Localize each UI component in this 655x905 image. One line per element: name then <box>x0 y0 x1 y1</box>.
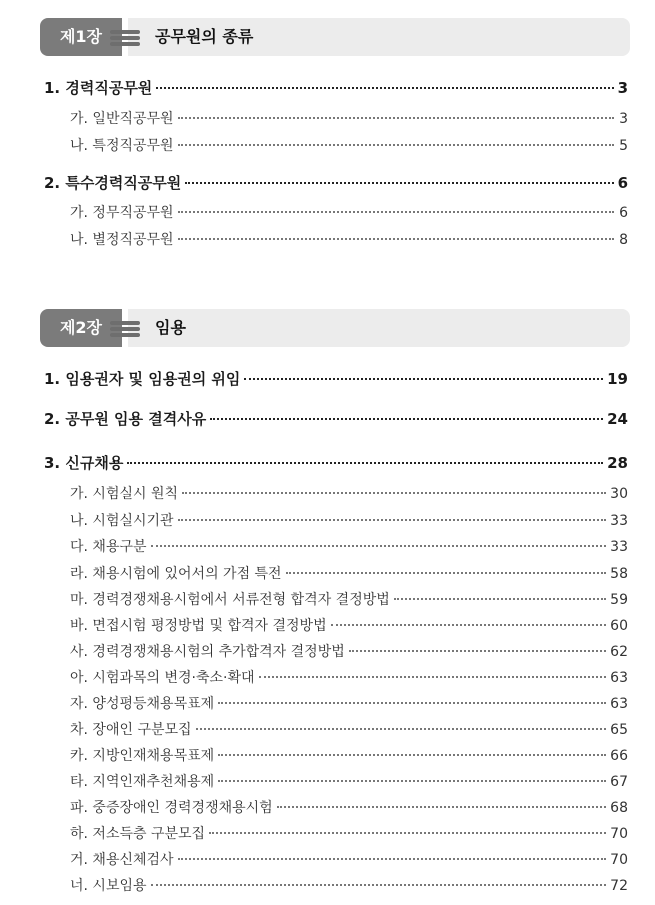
dot-leader <box>178 211 614 213</box>
toc-item-label: 너. 시보임용 <box>70 878 147 894</box>
toc-section[interactable] <box>44 77 628 99</box>
toc-section[interactable] <box>44 172 628 194</box>
toc-item[interactable] <box>70 615 628 635</box>
chapter-title: 공무원의 종류 <box>155 27 254 46</box>
toc-item-label: 나. 별정직공무원 <box>70 232 174 248</box>
toc-item-label: 바. 면접시험 평정방법 및 합격자 결정방법 <box>70 618 327 634</box>
toc-item-label: 가. 정무직공무원 <box>70 205 174 221</box>
toc-page-number: 70 <box>610 852 628 868</box>
dot-leader <box>178 858 607 860</box>
toc-page-number: 5 <box>619 138 628 154</box>
toc-item-label: 카. 지방인재채용목표제 <box>70 748 215 764</box>
chapter-header <box>40 18 630 56</box>
dot-leader <box>178 144 614 146</box>
toc-item[interactable] <box>70 667 628 687</box>
dot-leader <box>127 462 603 464</box>
chapter-number-tag: 제2장 <box>40 309 122 347</box>
toc-page-number: 33 <box>610 539 628 555</box>
dot-leader <box>210 418 603 420</box>
toc-item[interactable] <box>70 135 628 155</box>
chain-link-icon <box>110 319 140 337</box>
toc-page-number: 63 <box>610 696 628 712</box>
dot-leader <box>218 702 606 704</box>
dot-leader <box>286 572 607 574</box>
toc-item[interactable] <box>70 589 628 609</box>
toc-page-number: 6 <box>619 205 628 221</box>
dot-leader <box>277 806 606 808</box>
dot-leader <box>196 728 607 730</box>
toc-item-label: 하. 저소득층 구분모집 <box>70 826 206 842</box>
toc-section-label: 2. 공무원 임용 결격사유 <box>44 410 207 428</box>
toc-page-number: 59 <box>610 592 628 608</box>
chapter-title-bar <box>128 309 630 347</box>
toc-page-number: 67 <box>610 774 628 790</box>
toc-item[interactable] <box>70 108 628 128</box>
toc-item-label: 마. 경력경쟁채용시험에서 서류전형 합격자 결정방법 <box>70 592 390 608</box>
toc-page-number: 8 <box>619 232 628 248</box>
dot-leader <box>178 117 614 119</box>
toc-page-number: 70 <box>610 826 628 842</box>
toc-item[interactable] <box>70 797 628 817</box>
toc-item[interactable] <box>70 536 628 556</box>
toc-item[interactable] <box>70 719 628 739</box>
dot-leader <box>178 238 614 240</box>
toc-item-label: 가. 시험실시 원칙 <box>70 486 179 502</box>
toc-item[interactable] <box>70 202 628 222</box>
dot-leader <box>349 650 606 652</box>
dot-leader <box>244 378 603 380</box>
toc-page-number: 3 <box>617 79 628 97</box>
toc-item[interactable] <box>70 483 628 503</box>
toc-section-label: 2. 특수경력직공무원 <box>44 174 182 192</box>
toc-item-label: 라. 채용시험에 있어서의 가점 특전 <box>70 566 282 582</box>
chapter-title: 임용 <box>155 318 186 337</box>
toc-section-label: 1. 경력직공무원 <box>44 79 153 97</box>
dot-leader <box>151 884 607 886</box>
toc-item[interactable] <box>70 510 628 530</box>
dot-leader <box>156 87 613 89</box>
dot-leader <box>218 754 606 756</box>
toc-page-number: 58 <box>610 566 628 582</box>
dot-leader <box>209 832 606 834</box>
toc-page-number: 60 <box>610 618 628 634</box>
dot-leader <box>182 492 606 494</box>
toc-item[interactable] <box>70 641 628 661</box>
toc-section-label: 3. 신규채용 <box>44 454 124 472</box>
toc-item-label: 타. 지역인재추천채용제 <box>70 774 215 790</box>
toc-page-number: 3 <box>619 111 628 127</box>
chain-link-icon <box>110 28 140 46</box>
toc-page-number: 24 <box>607 410 628 428</box>
toc-section[interactable] <box>44 408 628 430</box>
dot-leader <box>259 676 607 678</box>
toc-item-label: 자. 양성평등채용목표제 <box>70 696 215 712</box>
toc-page-number: 68 <box>610 800 628 816</box>
toc-item-label: 사. 경력경쟁채용시험의 추가합격자 결정방법 <box>70 644 345 660</box>
toc-page-number: 66 <box>610 748 628 764</box>
dot-leader <box>331 624 607 626</box>
toc-page-number: 65 <box>610 722 628 738</box>
toc-page-number: 28 <box>607 454 628 472</box>
toc-page-number: 63 <box>610 670 628 686</box>
chapter-number-tag: 제1장 <box>40 18 122 56</box>
chapter-header <box>40 309 630 347</box>
toc-item-label: 거. 채용신체검사 <box>70 852 174 868</box>
dot-leader <box>185 182 613 184</box>
toc-item[interactable] <box>70 771 628 791</box>
toc-item[interactable] <box>70 229 628 249</box>
toc-item-label: 파. 중증장애인 경력경쟁채용시험 <box>70 800 273 816</box>
toc-item-label: 다. 채용구분 <box>70 539 147 555</box>
toc-page-number: 62 <box>610 644 628 660</box>
toc-page-number: 72 <box>610 878 628 894</box>
dot-leader <box>394 598 606 600</box>
toc-item[interactable] <box>70 875 628 895</box>
dot-leader <box>178 519 607 521</box>
toc-item-label: 아. 시험과목의 변경·축소·확대 <box>70 670 255 686</box>
toc-item[interactable] <box>70 693 628 713</box>
toc-page-number: 6 <box>617 174 628 192</box>
toc-page-number: 19 <box>607 370 628 388</box>
toc-page-number: 33 <box>610 513 628 529</box>
dot-leader <box>151 545 607 547</box>
toc-item[interactable] <box>70 823 628 843</box>
dot-leader <box>218 780 606 782</box>
toc-item-label: 나. 특정직공무원 <box>70 138 174 154</box>
toc-item-label: 차. 장애인 구분모집 <box>70 722 192 738</box>
toc-item[interactable] <box>70 849 628 869</box>
toc-item[interactable] <box>70 563 628 583</box>
toc-item[interactable] <box>70 745 628 765</box>
toc-section-label: 1. 임용권자 및 임용권의 위임 <box>44 370 241 388</box>
toc-page-number: 30 <box>610 486 628 502</box>
toc-item-label: 나. 시험실시기관 <box>70 513 174 529</box>
toc-section[interactable] <box>44 368 628 390</box>
toc-section[interactable] <box>44 452 628 474</box>
toc-item-label: 가. 일반직공무원 <box>70 111 174 127</box>
